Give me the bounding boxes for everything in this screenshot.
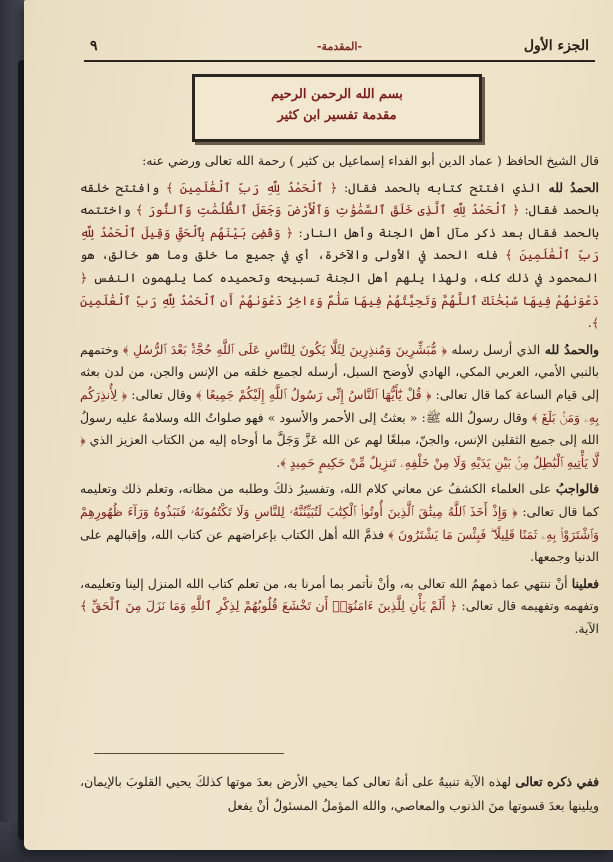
- chapter-title: مقدمة تفسير ابن كثير: [277, 108, 397, 123]
- paragraph-text: الذي أرسل رسله: [446, 341, 545, 357]
- quran-verse: ﴿ أَلَمْ يَأْنِ لِلَّذِينَ ءَامَنُوٓا۟ أَن تَخْشَعَ قُلُوبُهُمْ لِذِكْرِ ٱللَّهِ وَمَا نَزَلَ مِنَ ٱلْحَقِّ ﴾: [80, 598, 458, 614]
- basmala: بسم الله الرحمن الرحيم: [271, 87, 403, 102]
- running-header: [84, 36, 595, 62]
- paragraph-text: فذمَّ الله أهل الكتاب بإعراضهم عن كتاب الله، وإقبالهم على الدنيا وجمعها.: [80, 526, 599, 565]
- page-number: ٩: [90, 38, 98, 54]
- quran-verse: ﴿ ٱلْحَمْدُ لِلَّهِ رَبِّ ٱلْعَٰلَمِينَ ﴾: [165, 179, 338, 195]
- quran-verse: ﴿ دَعْوَىٰهُمْ فِيهَا سُبْحَٰنَكَ ٱللَّهُمَّ وَتَحِيَّتُهُمْ فِيهَا سَلَٰمٌ وَءَاخِرُ دَعْوَىٰهُمْ أَنِ ٱلْحَمْدُ لِلَّهِ رَبِّ ٱلْعَٰلَمِينَ ﴾: [80, 269, 599, 331]
- quran-verse: ﴿ ٱلْحَمْدُ لِلَّهِ ٱلَّذِى خَلَقَ ٱلسَّمَٰوَٰتِ وَٱلْأَرْضَ وَجَعَلَ ٱلظُّلُمَٰتِ وَٱلنُّورَ ﴾: [135, 202, 520, 218]
- paragraph-text: الذي افتتح كتابه بالحمد فقال:: [337, 179, 549, 195]
- paragraph-text: وقال رسولُ الله ﷺ: « بعثتُ إلى الأحمر والأسود » فهو صلواتُ الله وسلامهُ عليه رسولُ الله إلى جميع الثقلين الإنس، والجنّ، مبلغًا لهم عن الله عَزَّ وَجَلَّ ما أوحاه إليه من الكتاب العزيز الذي: [80, 409, 599, 448]
- paragraph-text: الآية.: [574, 620, 599, 636]
- section-title: -المقدمة-: [316, 40, 363, 53]
- title-box: [192, 74, 482, 142]
- paragraph-text: واختتمه بالحمد فقال بعد ذكر مآل أهل الجنة وأهل النار:: [80, 202, 599, 240]
- paragraph-text: قال الشيخ الحافظ ( عماد الدين أبو الفداء إسماعيل بن كثير ) رحمة الله تعالى ورضي عنه:: [142, 153, 599, 168]
- paragraph-text: .: [587, 315, 592, 331]
- paragraph: [80, 177, 599, 335]
- quran-verse: ﴿ قُلْ يَٰٓأَيُّهَا ٱلنَّاسُ إِنِّى رَسُولُ ٱللَّهِ إِلَيْكُمْ جَمِيعًا ﴾: [196, 386, 432, 402]
- paragraph-text: أنْ ننتهي عما ذمهمُ الله تعالى به، وأنْ نأتمر بما أمرنا به، من تعلم كتاب الله المنزل إلينا وتعليمه، وتفهمه وتفهيمه قال تعالى:: [80, 575, 599, 614]
- quran-verse: ﴿ مُّبَشِّرِينَ وَمُنذِرِينَ لِئَلَّا يَكُونَ لِلنَّاسِ عَلَى ٱللَّهِ حُجَّةٌۢ بَعْدَ ٱلرُّسُلِ ﴾: [123, 341, 447, 357]
- paragraph-text: فله الحمد في الأولى والآخرة، أي في جميع ما خلق وما هو خالق، هو المحمود في ذلك كله، ولهذا يلهم أهل الجنة تسبيحه وتحميده كما يلهمون النفس: [80, 247, 599, 285]
- paragraph-text: وافتتح خلقه بالحمد فقال:: [80, 179, 599, 218]
- bottom-paragraph: [80, 770, 599, 818]
- volume-title: الجزء الأول: [523, 38, 589, 54]
- paragraph-text: وقال تعالى:: [126, 386, 197, 402]
- quran-verse: ﴿ لِأُنذِرَكُم بِهِۦ وَمَنۢ بَلَغَ ﴾: [80, 386, 599, 425]
- paragraph: [80, 150, 599, 173]
- paragraph-lead: فالواجبُ: [555, 481, 599, 497]
- paragraph-text: على العلماء الكشفُ عن معاني كلام الله، وتفسيرُ ذلكَ وطلبه من مظانه، وتعلم ذلك وتعليمه كما قال تعالى:: [80, 481, 599, 519]
- paragraph-text: لهذه الآية تنبيهٌ على أنهُ تعالى كما يحيي الأرض بعدَ موتها كذلكَ يحيي القلوبَ بالإيمان، ويلينها بعدَ قسوتها منَ الذنوب والمعاصي، والله المؤملُ المسئولُ أنْ يفعل: [80, 774, 599, 813]
- paragraph-text: وختمهم بالنبي الأمي، العربي المكي، الهادي لأوضح السبل، أرسله لجميع خلقه من الإنس والجن، من لدن بعثه إلى قيام الساعة كما قال تعالى:: [80, 341, 600, 402]
- paragraph-lead: والحمدُ لله: [544, 341, 599, 357]
- quran-verse: ﴿ وَإِذْ أَخَذَ ٱللَّهُ مِيثَٰقَ ٱلَّذِينَ أُوتُوا۟ ٱلْكِتَٰبَ لَتُبَيِّنُنَّهُۥ لِلنَّاسِ وَلَا تَكْتُمُونَهُۥ فَنَبَذُوهُ وَرَآءَ ظُهُورِهِمْ وَٱشْتَرَوْا۟ بِهِۦ ثَمَنًا قَلِيلًا ۖ فَبِئْسَ مَا يَشْتَرُونَ ﴾: [80, 503, 599, 542]
- paragraph: [80, 339, 599, 475]
- book-page: [24, 0, 613, 850]
- paragraph: [80, 478, 599, 568]
- quran-verse: ﴿ لَّا يَأْتِيهِ ٱلْبَٰطِلُ مِنۢ بَيْنِ يَدَيْهِ وَلَا مِنْ خَلْفِهِۦ تَنزِيلٌ مِّنْ حَكِيمٍ حَمِيدٍ ﴾: [80, 432, 599, 470]
- paragraph-text: .: [276, 454, 281, 470]
- paragraph-lead: الحمدُ لله: [548, 179, 600, 195]
- paragraph-lead: فعلينا: [571, 575, 599, 591]
- paragraph-lead: ففي ذكره تعالى: [515, 774, 600, 789]
- quran-verse: ﴿ وَقُضِىَ بَيْنَهُم بِٱلْحَقِّ وَقِيلَ ٱلْحَمْدُ لِلَّهِ رَبِّ ٱلْعَٰلَمِينَ ﴾: [80, 224, 599, 263]
- separator-rule: [94, 753, 284, 754]
- body-text: [80, 150, 599, 640]
- paragraph: [80, 573, 599, 641]
